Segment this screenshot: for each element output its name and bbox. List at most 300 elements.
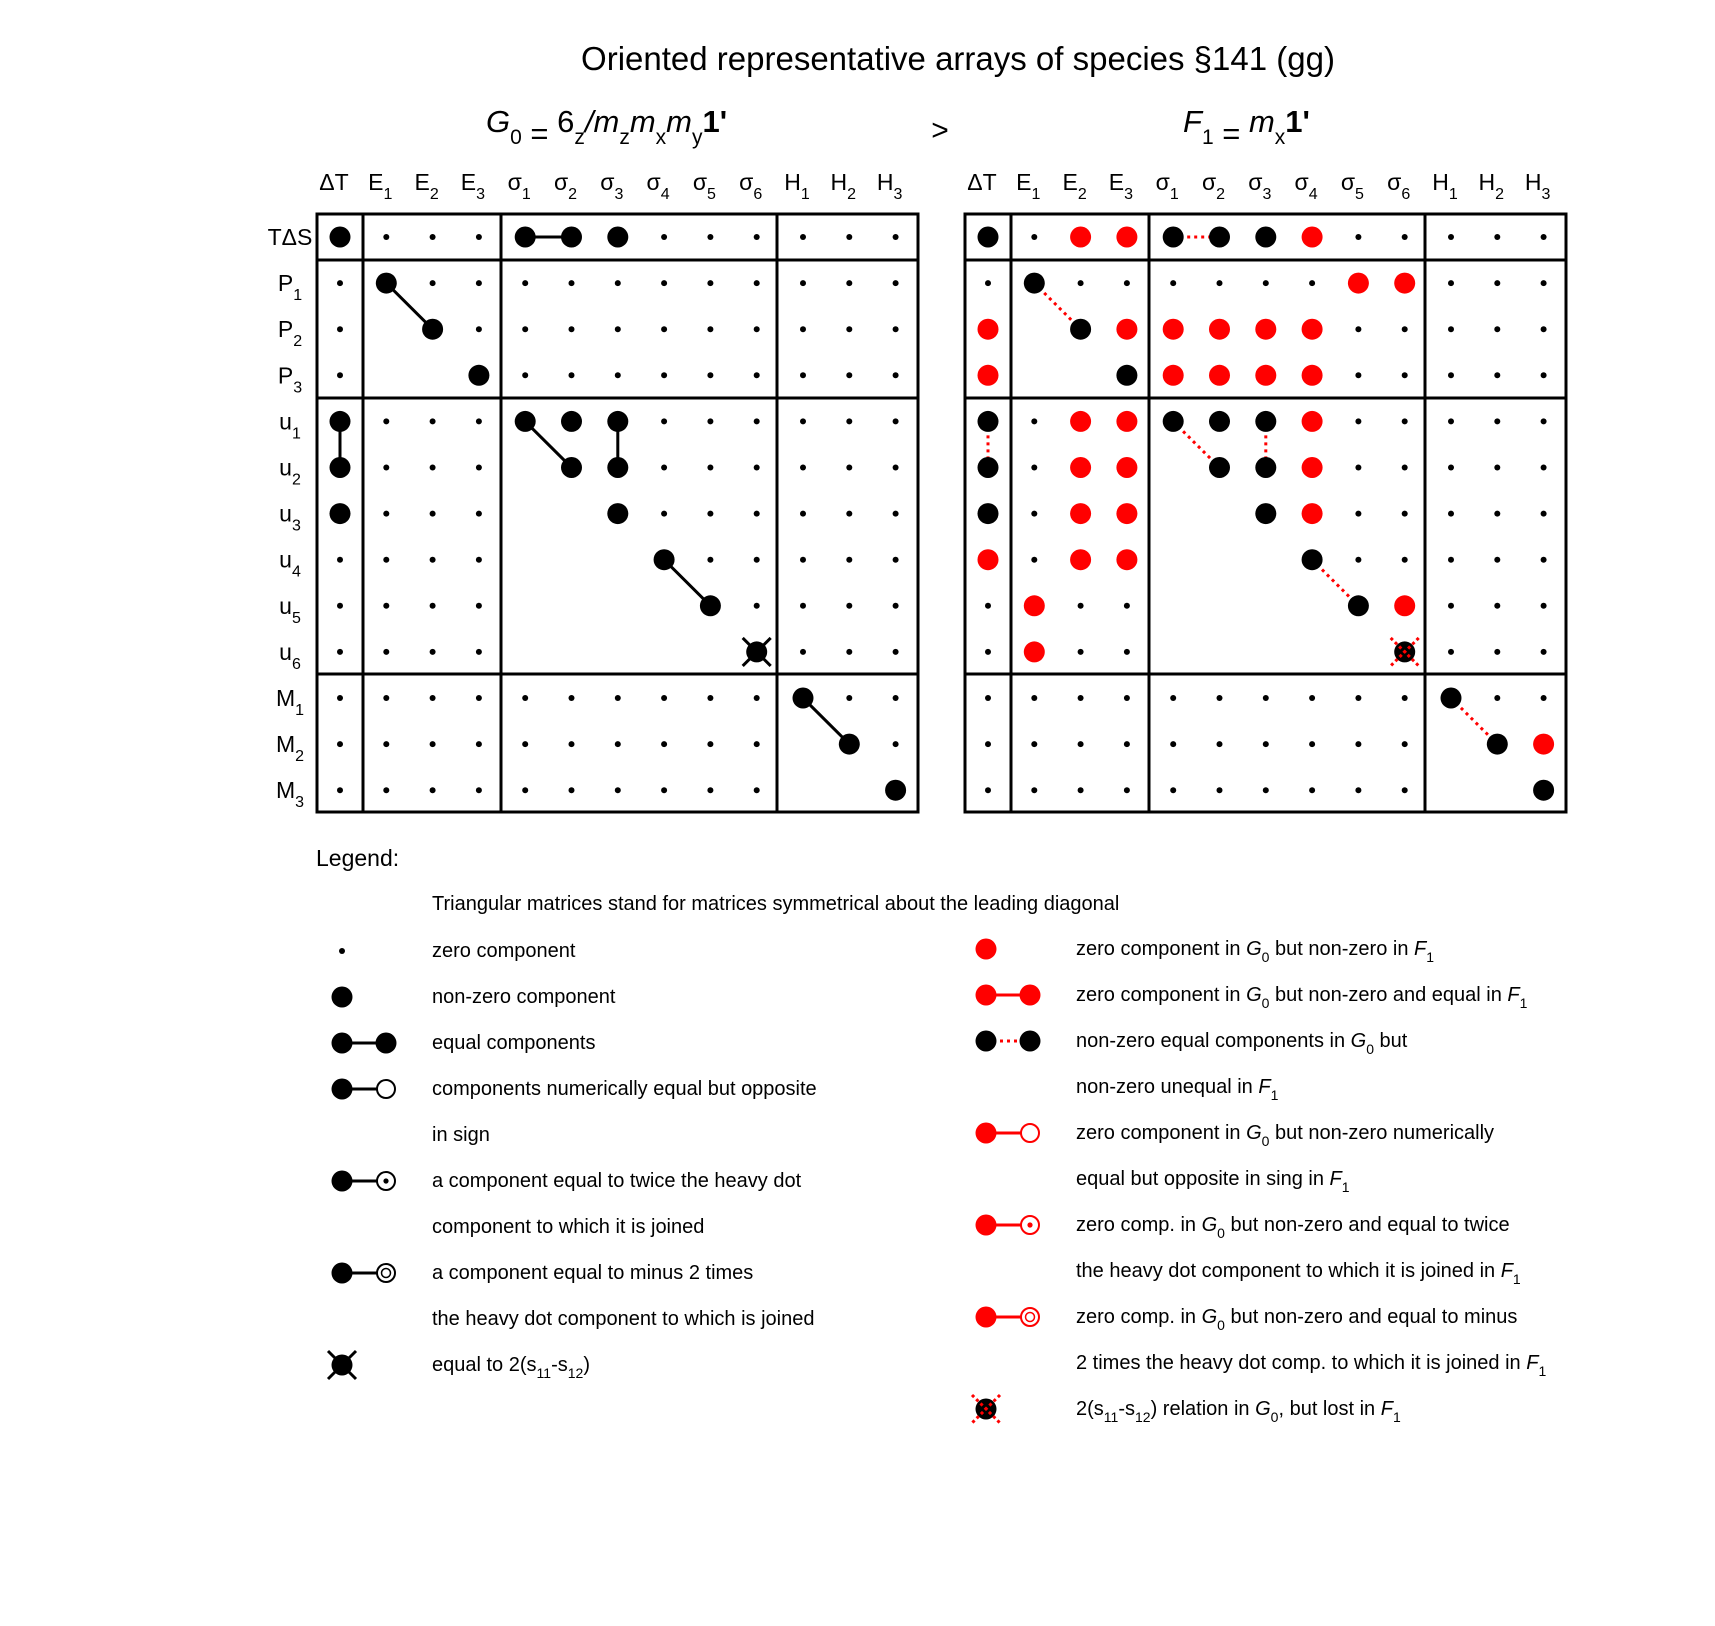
- zero-component-dot: [754, 787, 760, 793]
- col-label: $E_2$: [414, 169, 439, 203]
- zero-component-dot: [1031, 465, 1037, 471]
- zero-component-dot: [1448, 280, 1454, 286]
- red-component-dot: [1163, 365, 1184, 386]
- zero-component-dot: [1124, 603, 1130, 609]
- zero-component-dot: [661, 326, 667, 332]
- red-component-dot: [1394, 273, 1415, 294]
- zero-component-dot: [846, 603, 852, 609]
- zero-component-dot: [476, 603, 482, 609]
- red-component-dot: [1533, 734, 1554, 755]
- zero-component-dot: [1402, 557, 1408, 563]
- nonzero-component-dot: [978, 503, 999, 524]
- zero-component-dot: [1078, 695, 1084, 701]
- zero-component-dot: [1402, 372, 1408, 378]
- col-label: ΔT: [319, 169, 349, 195]
- zero-component-dot: [383, 465, 389, 471]
- nonzero-component-dot: [1255, 457, 1276, 478]
- zero-component-dot: [846, 234, 852, 240]
- legend-left-text: in sign: [432, 1124, 490, 1146]
- col-label: $\sigma_1$: [507, 169, 531, 203]
- nonzero-component-dot: [1163, 411, 1184, 432]
- legend-pair-dot-icon: [976, 1215, 997, 1236]
- zero-component-dot: [707, 465, 713, 471]
- red-component-dot: [1348, 273, 1369, 294]
- red-component-dot: [1302, 457, 1323, 478]
- zero-component-dot: [846, 557, 852, 563]
- legend-heading: Legend:: [316, 845, 400, 871]
- red-component-dot: [1394, 595, 1415, 616]
- zero-component-dot: [383, 695, 389, 701]
- legend-right-text: the heavy dot component to which it is joined in $F_1$: [1076, 1260, 1521, 1287]
- diagram-title: Oriented representative arrays of species §141 (gg): [581, 40, 1335, 77]
- zero-component-dot: [800, 280, 806, 286]
- zero-component-dot: [1355, 511, 1361, 517]
- zero-component-dot: [1031, 741, 1037, 747]
- red-component-dot: [1070, 549, 1091, 570]
- red-component-dot: [1116, 411, 1137, 432]
- zero-component-dot: [430, 603, 436, 609]
- legend-left-text: equal to $2(s_{11}-s_{12})$: [432, 1354, 590, 1381]
- zero-component-dot: [661, 511, 667, 517]
- legend-left-text: a component equal to minus 2 times: [432, 1262, 754, 1284]
- zero-component-dot: [1355, 787, 1361, 793]
- legend-left-text: the heavy dot component to which is joined: [432, 1308, 815, 1330]
- zero-component-dot: [430, 280, 436, 286]
- nonzero-component-dot: [978, 457, 999, 478]
- group-f1-heading: [1183, 104, 1310, 151]
- zero-component-dot: [569, 372, 575, 378]
- zero-component-dot: [1494, 326, 1500, 332]
- col-label: $H_2$: [830, 169, 857, 203]
- zero-component-dot: [1448, 326, 1454, 332]
- nonzero-component-dot: [1302, 549, 1323, 570]
- zero-component-dot: [707, 557, 713, 563]
- nonzero-component-dot: [515, 411, 536, 432]
- zero-component-dot: [1031, 511, 1037, 517]
- zero-component-dot: [1494, 649, 1500, 655]
- nonzero-component-dot: [700, 595, 721, 616]
- nonzero-component-dot: [561, 411, 582, 432]
- zero-component-dot: [707, 280, 713, 286]
- zero-component-dot: [707, 511, 713, 517]
- zero-component-dot: [1494, 418, 1500, 424]
- zero-component-dot: [1448, 234, 1454, 240]
- legend-right-text: zero comp. in $G_0$ but non-zero and equal to twice: [1076, 1214, 1510, 1241]
- zero-component-dot: [1494, 465, 1500, 471]
- zero-component-dot: [1124, 695, 1130, 701]
- red-component-dot: [1302, 365, 1323, 386]
- nonzero-component-dot: [330, 227, 351, 248]
- zero-component-dot: [846, 280, 852, 286]
- zero-component-dot: [707, 372, 713, 378]
- zero-component-dot: [846, 418, 852, 424]
- legend-dot-icon: [976, 939, 997, 960]
- zero-component-dot: [383, 603, 389, 609]
- zero-component-dot: [893, 557, 899, 563]
- legend-right-text: non-zero unequal in $F_1$: [1076, 1076, 1279, 1103]
- nonzero-component-dot: [654, 549, 675, 570]
- zero-component-dot: [1217, 280, 1223, 286]
- zero-component-dot: [1078, 603, 1084, 609]
- zero-component-dot: [800, 557, 806, 563]
- zero-component-dot: [1448, 418, 1454, 424]
- red-component-dot: [1116, 549, 1137, 570]
- row-label: TΔS: [267, 224, 313, 250]
- zero-component-dot: [383, 511, 389, 517]
- zero-component-dot: [661, 280, 667, 286]
- zero-component-dot: [1355, 418, 1361, 424]
- zero-component-dot: [707, 787, 713, 793]
- zero-component-dot: [1031, 418, 1037, 424]
- col-label: $\sigma_3$: [1248, 169, 1272, 203]
- red-component-dot: [1302, 319, 1323, 340]
- zero-component-dot: [1541, 557, 1547, 563]
- zero-component-dot: [430, 234, 436, 240]
- zero-component-dot: [522, 741, 528, 747]
- row-label: $P_1$: [277, 270, 303, 305]
- legend-left-column: [328, 940, 817, 1381]
- zero-component-dot: [1078, 649, 1084, 655]
- zero-component-dot: [476, 465, 482, 471]
- red-component-dot: [1070, 411, 1091, 432]
- zero-component-dot: [1541, 326, 1547, 332]
- zero-component-dot: [337, 741, 343, 747]
- row-label: $u_3$: [279, 500, 301, 535]
- zero-component-dot: [337, 695, 343, 701]
- zero-component-dot: [893, 326, 899, 332]
- zero-component-dot: [1402, 326, 1408, 332]
- zero-component-dot: [1355, 465, 1361, 471]
- zero-component-dot: [1448, 557, 1454, 563]
- zero-component-dot: [383, 741, 389, 747]
- zero-component-dot: [1402, 234, 1408, 240]
- row-label: $u_5$: [279, 592, 301, 627]
- zero-component-dot: [985, 787, 991, 793]
- col-label: $\sigma_2$: [553, 169, 578, 203]
- zero-component-dot: [383, 649, 389, 655]
- red-component-dot: [1255, 319, 1276, 340]
- zero-component-dot: [1355, 234, 1361, 240]
- zero-component-dot: [476, 418, 482, 424]
- zero-component-dot: [337, 372, 343, 378]
- nonzero-component-dot: [330, 503, 351, 524]
- legend-right-text: 2 times the heavy dot comp. to which it is joined in $F_1$: [1076, 1352, 1547, 1379]
- zero-component-dot: [383, 234, 389, 240]
- zero-component-dot: [846, 326, 852, 332]
- legend-note: Triangular matrices stand for matrices symmetrical about the leading diagonal: [432, 893, 1120, 915]
- zero-component-dot: [1078, 787, 1084, 793]
- zero-component-dot: [846, 649, 852, 655]
- zero-component-dot: [522, 372, 528, 378]
- nonzero-component-dot: [978, 227, 999, 248]
- zero-component-dot: [893, 603, 899, 609]
- zero-component-dot: [1263, 787, 1269, 793]
- legend-right-text: non-zero equal components in $G_0$ but: [1076, 1030, 1408, 1057]
- zero-component-dot: [800, 603, 806, 609]
- red-component-dot: [1024, 641, 1045, 662]
- zero-component-dot: [1217, 695, 1223, 701]
- zero-component-dot: [476, 557, 482, 563]
- red-component-dot: [1116, 319, 1137, 340]
- zero-component-dot: [985, 603, 991, 609]
- zero-component-dot: [615, 695, 621, 701]
- nonzero-component-dot: [468, 365, 489, 386]
- zero-component-dot: [337, 326, 343, 332]
- legend-left-text: a component equal to twice the heavy dot: [432, 1170, 802, 1192]
- nonzero-component-dot: [793, 688, 814, 709]
- zero-component-dot: [1078, 280, 1084, 286]
- zero-component-dot: [707, 695, 713, 701]
- zero-component-dot: [615, 372, 621, 378]
- zero-component-dot: [754, 741, 760, 747]
- legend-left-text: component to which it is joined: [432, 1216, 705, 1238]
- zero-component-dot: [1494, 511, 1500, 517]
- zero-component-dot: [846, 372, 852, 378]
- red-component-dot: [1070, 457, 1091, 478]
- zero-component-dot: [430, 787, 436, 793]
- legend-left-text: non-zero component: [432, 986, 616, 1008]
- nonzero-component-dot: [607, 411, 628, 432]
- zero-component-dot: [1309, 741, 1315, 747]
- zero-component-dot: [1402, 511, 1408, 517]
- zero-component-dot: [476, 787, 482, 793]
- legend-right-text: zero component in $G_0$ but non-zero and equal in $F_1$: [1076, 984, 1528, 1011]
- zero-component-dot: [754, 326, 760, 332]
- legend-pair-dot-icon: [332, 1079, 353, 1100]
- zero-component-dot: [661, 695, 667, 701]
- zero-component-dot: [985, 280, 991, 286]
- red-component-dot: [1163, 319, 1184, 340]
- zero-component-dot: [1217, 741, 1223, 747]
- zero-component-dot: [337, 280, 343, 286]
- zero-component-dot: [893, 465, 899, 471]
- col-label: $H_3$: [876, 169, 903, 203]
- zero-component-dot: [1541, 511, 1547, 517]
- col-label: $\sigma_6$: [739, 169, 763, 203]
- nonzero-component-dot: [561, 227, 582, 248]
- col-label: $\sigma_3$: [600, 169, 624, 203]
- zero-component-dot: [476, 234, 482, 240]
- col-label: $\sigma_4$: [646, 169, 670, 203]
- zero-component-dot: [1031, 557, 1037, 563]
- zero-component-dot: [615, 326, 621, 332]
- nonzero-component-dot: [1116, 365, 1137, 386]
- zero-component-dot: [1448, 372, 1454, 378]
- zero-component-dot: [893, 649, 899, 655]
- row-label: $u_2$: [279, 454, 301, 489]
- red-component-dot: [1070, 227, 1091, 248]
- zero-component-dot: [569, 280, 575, 286]
- zero-component-dot: [1494, 603, 1500, 609]
- zero-component-dot: [430, 418, 436, 424]
- g0-symbol: $G_0 = 6_z/m_zm_xm_y1'$: [486, 104, 728, 151]
- zero-component-dot: [754, 372, 760, 378]
- zero-component-dot: [893, 741, 899, 747]
- legend-left-text: zero component: [432, 940, 576, 962]
- legend-left-text: equal components: [432, 1032, 596, 1054]
- zero-component-dot: [707, 418, 713, 424]
- col-label: $E_2$: [1062, 169, 1087, 203]
- zero-component-dot: [754, 465, 760, 471]
- red-component-dot: [1302, 503, 1323, 524]
- zero-component-dot: [707, 326, 713, 332]
- zero-component-dot: [1263, 695, 1269, 701]
- nonzero-component-dot: [1024, 273, 1045, 294]
- zero-component-dot: [1078, 741, 1084, 747]
- zero-component-dot: [337, 557, 343, 563]
- col-label: $E_3$: [1108, 169, 1134, 203]
- zero-component-dot: [985, 695, 991, 701]
- nonzero-component-dot: [978, 411, 999, 432]
- red-component-dot: [1116, 457, 1137, 478]
- nonzero-component-dot: [607, 227, 628, 248]
- red-component-dot: [1302, 227, 1323, 248]
- row-label: $M_2$: [275, 731, 305, 766]
- zero-component-dot: [1541, 234, 1547, 240]
- col-label: $H_1$: [1432, 169, 1458, 203]
- matrix-f1: [965, 169, 1566, 812]
- zero-component-dot: [430, 649, 436, 655]
- col-label: $\sigma_5$: [692, 169, 716, 203]
- zero-component-dot: [1355, 557, 1361, 563]
- nonzero-component-dot: [422, 319, 443, 340]
- zero-component-dot: [430, 741, 436, 747]
- zero-component-dot: [615, 741, 621, 747]
- zero-component-dot: [383, 557, 389, 563]
- row-label: $P_3$: [277, 362, 303, 397]
- zero-component-dot: [430, 465, 436, 471]
- nonzero-component-dot: [1487, 734, 1508, 755]
- nonzero-component-dot: [330, 457, 351, 478]
- group-arrow: >: [931, 114, 949, 147]
- col-label: $H_2$: [1478, 169, 1505, 203]
- zero-component-dot: [476, 511, 482, 517]
- legend-pair-dot-icon: [976, 1307, 997, 1328]
- legend-pair-dot-icon: [332, 1171, 353, 1192]
- legend-right-column: [972, 938, 1546, 1425]
- red-component-dot: [1116, 227, 1137, 248]
- col-label: $\sigma_2$: [1201, 169, 1226, 203]
- nonzero-component-dot: [1070, 319, 1091, 340]
- zero-component-dot: [1309, 787, 1315, 793]
- zero-component-dot: [1402, 465, 1408, 471]
- col-label: $E_1$: [1016, 169, 1041, 203]
- zero-component-dot: [476, 695, 482, 701]
- row-label: $P_2$: [277, 316, 303, 351]
- matrix-g0: [317, 169, 918, 812]
- zero-component-dot: [893, 280, 899, 286]
- zero-component-dot: [985, 741, 991, 747]
- nonzero-component-dot: [839, 734, 860, 755]
- col-label: $\sigma_4$: [1294, 169, 1318, 203]
- nonzero-component-dot: [515, 227, 536, 248]
- zero-component-dot: [569, 741, 575, 747]
- legend-dot-icon: [332, 987, 353, 1008]
- zero-component-dot: [476, 741, 482, 747]
- f1-symbol: $F_1 = m_x1'$: [1183, 104, 1310, 151]
- zero-component-dot: [661, 234, 667, 240]
- zero-component-dot: [383, 787, 389, 793]
- zero-component-dot: [1541, 465, 1547, 471]
- zero-component-dot: [522, 326, 528, 332]
- col-label: $E_3$: [460, 169, 486, 203]
- zero-component-dot: [893, 234, 899, 240]
- zero-component-dot: [476, 649, 482, 655]
- zero-component-dot: [337, 649, 343, 655]
- zero-component-dot: [1541, 280, 1547, 286]
- zero-component-dot: [754, 280, 760, 286]
- nonzero-component-dot: [1209, 411, 1230, 432]
- zero-component-dot: [1541, 695, 1547, 701]
- zero-component-dot: [476, 326, 482, 332]
- zero-component-dot: [1355, 326, 1361, 332]
- nonzero-component-dot: [1255, 503, 1276, 524]
- zero-component-dot: [1170, 787, 1176, 793]
- zero-component-dot: [1170, 741, 1176, 747]
- zero-component-dot: [754, 234, 760, 240]
- legend-pair-dot-icon: [332, 1033, 353, 1054]
- legend-right-text: equal but opposite in sing in $F_1$: [1076, 1168, 1350, 1195]
- zero-component-dot: [476, 280, 482, 286]
- zero-component-dot: [430, 511, 436, 517]
- zero-component-dot: [800, 465, 806, 471]
- col-label: $H_3$: [1524, 169, 1551, 203]
- zero-component-dot: [661, 465, 667, 471]
- zero-component-dot: [569, 326, 575, 332]
- zero-component-dot: [1402, 418, 1408, 424]
- zero-component-dot: [1448, 511, 1454, 517]
- row-label: $u_6$: [279, 638, 301, 673]
- zero-component-dot: [1355, 741, 1361, 747]
- red-component-dot: [1209, 365, 1230, 386]
- nonzero-component-dot: [561, 457, 582, 478]
- zero-component-dot: [754, 695, 760, 701]
- zero-component-dot: [615, 280, 621, 286]
- zero-component-dot: [1031, 787, 1037, 793]
- nonzero-component-dot: [376, 273, 397, 294]
- zero-component-dot: [522, 695, 528, 701]
- col-label: $\sigma_5$: [1340, 169, 1364, 203]
- zero-component-dot: [1494, 695, 1500, 701]
- zero-component-dot: [337, 787, 343, 793]
- zero-component-dot: [1448, 465, 1454, 471]
- zero-component-dot: [661, 741, 667, 747]
- red-component-dot: [1255, 365, 1276, 386]
- red-component-dot: [978, 365, 999, 386]
- zero-component-dot: [754, 557, 760, 563]
- row-label: $u_1$: [279, 408, 301, 443]
- nonzero-component-dot: [1348, 595, 1369, 616]
- zero-component-dot: [1309, 695, 1315, 701]
- zero-component-dot: [1031, 234, 1037, 240]
- zero-component-dot: [1217, 787, 1223, 793]
- zero-component-dot: [1402, 695, 1408, 701]
- nonzero-component-dot: [330, 411, 351, 432]
- zero-component-dot: [1355, 372, 1361, 378]
- zero-component-dot: [754, 418, 760, 424]
- zero-component-dot: [1402, 741, 1408, 747]
- nonzero-component-dot: [607, 457, 628, 478]
- zero-component-dot: [615, 787, 621, 793]
- zero-component-dot: [1494, 372, 1500, 378]
- legend-small-dot-icon: [339, 948, 345, 954]
- nonzero-component-dot: [1255, 227, 1276, 248]
- zero-component-dot: [1355, 695, 1361, 701]
- zero-component-dot: [383, 418, 389, 424]
- col-label: $H_1$: [784, 169, 810, 203]
- nonzero-component-dot: [1163, 227, 1184, 248]
- zero-component-dot: [1494, 280, 1500, 286]
